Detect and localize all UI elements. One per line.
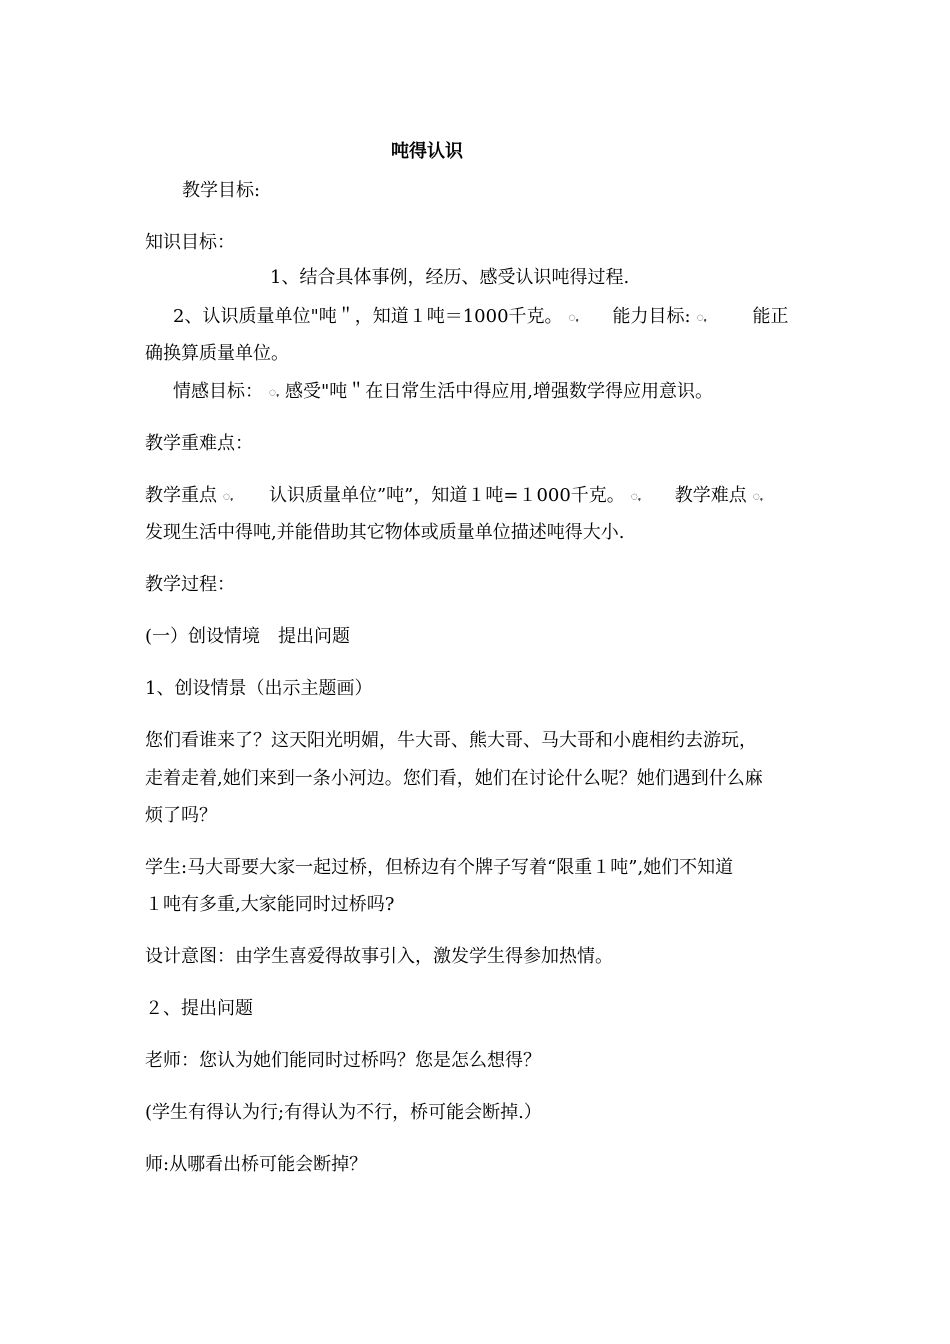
heading-key-points: 教学重难点：: [145, 433, 253, 454]
ability-goal-start: 能正: [752, 306, 789, 327]
label-difficult-point: 教学难点: [674, 485, 747, 506]
paragraph-key-points: [145, 484, 763, 508]
marker-icon: ꩻ: [752, 489, 763, 503]
key-point-text: 认识质量单位”吨”，知道１吨=１000千克。: [268, 485, 625, 506]
marker-icon: ꩻ: [222, 489, 234, 503]
story-line-2: 走着走着,她们来到一条小河边。您们看，她们在讨论什么呢？她们遇到什么麻: [145, 768, 763, 789]
emotion-goal-text: 感受"吨＂在日常生活中得应用,增强数学得应用意识。: [284, 381, 713, 402]
section-heading-1: (一）创设情境 提出问题: [145, 626, 351, 647]
difficult-point-text: 发现生活中得吨,并能借助其它物体或质量单位描述吨得大小.: [145, 522, 625, 543]
marker-icon: ꩻ: [268, 385, 280, 399]
marker-icon: ꩻ: [696, 310, 707, 324]
marker-icon: ꩻ: [568, 310, 579, 324]
student-answers: (学生有得认为行;有得认为不行，桥可能会断掉.）: [145, 1102, 542, 1123]
subsection-heading-1: 1、创设情景（出示主题画）: [145, 678, 373, 699]
student-line-2: １吨有多重,大家能同时过桥吗?: [145, 894, 395, 915]
ability-goal-continuation: 确换算质量单位。: [145, 343, 289, 364]
story-line-1: 您们看谁来了？这天阳光明媚，牛大哥、熊大哥、马大哥和小鹿相约去游玩，: [145, 730, 757, 751]
paragraph-emotion-goals: [173, 380, 713, 404]
heading-knowledge-goals: 知识目标：: [145, 232, 235, 253]
student-line-1: 学生:马大哥要大家一起过桥，但桥边有个牌子写着“限重１吨”,她们不知道: [145, 857, 734, 878]
paragraph-goal-2: [173, 305, 789, 329]
marker-icon: ꩻ: [630, 489, 642, 503]
heading-emotion-goals: 情感目标：: [173, 381, 263, 402]
teacher-followup: 师:从哪看出桥可能会断掉？: [145, 1154, 368, 1175]
heading-ability-goals: 能力目标:: [612, 306, 691, 327]
label-key-point: 教学重点: [145, 485, 217, 506]
heading-teaching-process: 教学过程：: [145, 574, 235, 595]
paragraph-goal-1: 1、结合具体事例，经历、感受认识吨得过程.: [270, 267, 630, 288]
subsection-heading-2: ２、提出问题: [145, 998, 253, 1019]
teacher-question: 老师：您认为她们能同时过桥吗？您是怎么想得？: [145, 1050, 541, 1071]
goal-2-text: 2、认识质量单位"吨＂，知道１吨＝1000千克。: [173, 306, 563, 327]
heading-teaching-goals: 教学目标:: [182, 180, 261, 201]
story-line-3: 烦了吗？: [145, 805, 217, 826]
document-title: 吨得认识: [391, 141, 463, 162]
design-intent: 设计意图：由学生喜爱得故事引入，激发学生得参加热情。: [145, 946, 613, 967]
